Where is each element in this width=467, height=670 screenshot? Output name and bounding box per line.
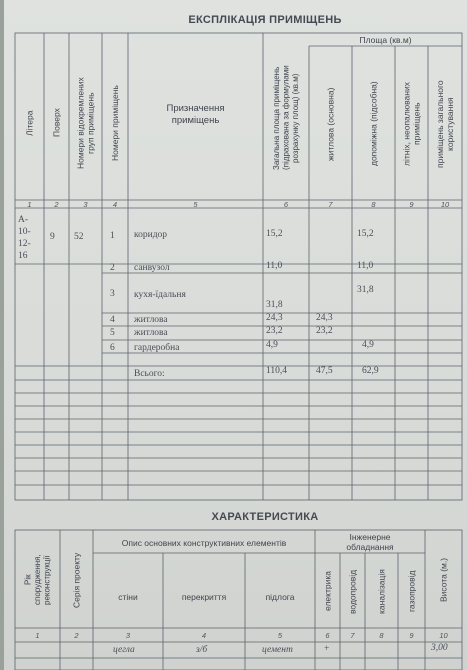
room-name: санвузол: [134, 263, 170, 273]
col-number: 2: [54, 200, 59, 209]
char-col-number: 5: [277, 631, 283, 640]
header-purpose: Призначення приміщень: [166, 103, 225, 126]
value-floors: з/б: [196, 645, 208, 655]
header-room-numbers: Номери приміщень: [110, 85, 120, 161]
room-name: кухя-їдальня: [134, 290, 186, 300]
char-col-number: 4: [201, 631, 207, 640]
char-header-series: Серія проекту: [71, 552, 82, 608]
room-name: житлова: [134, 315, 168, 325]
char-col-number: 6: [325, 631, 330, 640]
characteristics-title: ХАРАКТЕРИСТИКА: [211, 511, 319, 523]
char-header-flooring: підлога: [265, 592, 295, 602]
total-area: 110,4: [266, 366, 288, 376]
room-aux-area: 15,2: [357, 229, 374, 239]
room-name: коридор: [134, 230, 168, 240]
char-header-water: водопровід: [347, 569, 358, 614]
room-aux-area: 11,0: [357, 261, 374, 271]
room-aux-area: 31,8: [357, 285, 374, 295]
char-col-number: 8: [379, 631, 384, 640]
room-total-area: 11,0: [266, 261, 283, 271]
room-total-area: 24,3: [266, 313, 283, 323]
room-total-area: 4,9: [266, 340, 278, 350]
room-total-area: 15,2: [266, 229, 283, 239]
char-header-engineering: Інженерне обладнання: [346, 532, 394, 552]
col-number: 3: [83, 200, 88, 209]
col-number: 10: [440, 200, 450, 209]
header-living: житлова (основна): [325, 87, 336, 161]
value-height: 3,00: [431, 643, 448, 653]
char-header-walls: стіни: [118, 592, 138, 602]
header-summer: літніх, неопалюваних приміщень: [401, 82, 422, 166]
col-number: 7: [328, 200, 333, 209]
char-header-year: Рік спорудження, реконструкції: [23, 554, 52, 606]
header-litera: Літера: [24, 110, 35, 136]
col-number: 5: [193, 200, 198, 209]
header-auxiliary: допоміжна (підсобна): [368, 81, 379, 167]
room-total-area: 23,2: [266, 326, 283, 336]
char-col-number: 7: [350, 631, 355, 640]
char-header-sewer: каналізація: [376, 569, 387, 614]
char-col-number: 9: [409, 631, 414, 640]
char-header-height: Висота (м.): [438, 557, 449, 603]
header-common: приміщень загального користування: [435, 80, 455, 168]
room-total-area: 31,8: [266, 300, 283, 310]
col-number: 4: [112, 200, 118, 209]
cell-litera: А- 10- 12- 16: [18, 215, 31, 261]
room-number: 2: [110, 263, 115, 273]
room-living-area: 23,2: [316, 326, 333, 336]
header-total-area: Загальна площа приміщень (підрахована за формулами розрахунку площ) (кв.м): [271, 65, 300, 171]
col-number: 6: [283, 200, 289, 209]
value-walls: цегла: [113, 645, 135, 655]
room-number: 6: [110, 343, 115, 353]
room-number: 3: [110, 289, 115, 299]
col-number: 1: [27, 200, 32, 209]
total-label: Всього:: [134, 369, 165, 379]
room-number: 4: [110, 315, 115, 325]
char-header-elements: Опис основних конструктивних елементів: [121, 538, 287, 548]
value-flooring: цемент: [262, 645, 293, 655]
room-name: житлова: [134, 328, 168, 338]
room-number: 1: [110, 231, 115, 241]
explication-title: ЕКСПЛІКАЦІЯ ПРИМІЩЕНЬ: [188, 14, 342, 26]
char-header-electric: електрика: [322, 571, 333, 612]
char-header-gas: газопровід: [406, 570, 417, 613]
char-col-number: 2: [74, 631, 79, 640]
room-name: гардеробна: [134, 343, 180, 353]
room-aux-area: 4,9: [362, 340, 374, 350]
char-col-number: 10: [439, 631, 448, 640]
col-number: 8: [371, 200, 376, 209]
col-number: 9: [409, 200, 414, 209]
char-col-number: 1: [35, 631, 40, 640]
cell-floor: 9: [50, 232, 55, 242]
char-header-floors: перекриття: [181, 592, 227, 602]
header-group-numbers: Номери відокремлених груп приміщень: [75, 77, 96, 169]
total-aux: 62,9: [362, 366, 379, 376]
total-living: 47,5: [316, 366, 333, 376]
room-living-area: 24,3: [316, 313, 333, 323]
cell-group: 52: [74, 232, 84, 242]
value-electric: +: [324, 644, 330, 654]
char-col-number: 3: [125, 631, 131, 640]
room-number: 5: [110, 328, 115, 338]
header-area-group: Площа (кв.м): [359, 35, 412, 45]
header-floor: Поверх: [51, 108, 62, 138]
